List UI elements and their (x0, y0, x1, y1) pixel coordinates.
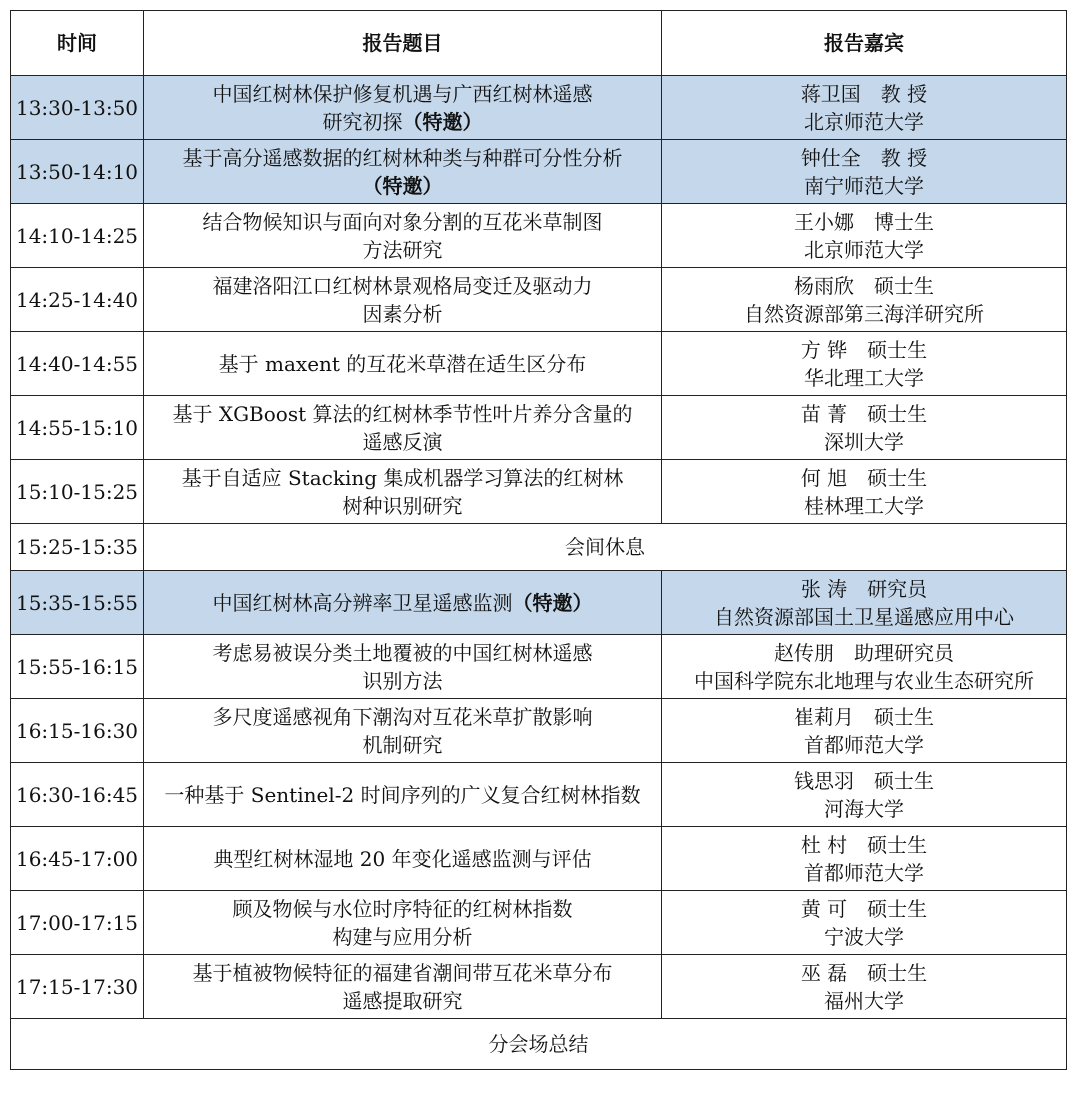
time-cell: 13:50-14:10 (11, 140, 144, 204)
guest-name: 崔莉月 硕士生 (794, 704, 934, 729)
guest-name: 苗 菁 硕士生 (800, 401, 928, 426)
guest-name: 杜 村 硕士生 (800, 832, 928, 857)
guest-name: 杨雨欣 硕士生 (794, 273, 934, 298)
time-cell: 16:30-16:45 (11, 763, 144, 827)
guest-affiliation: 自然资源部国土卫星遥感应用中心 (714, 604, 1014, 629)
title-line: 构建与应用分析 (332, 924, 473, 949)
title-line: 机制研究 (362, 732, 443, 757)
time-cell: 14:55-15:10 (11, 396, 144, 460)
title-line: 基于自适应 Stacking 集成机器学习算法的红树林 (181, 465, 624, 490)
title-line: 方法研究 (362, 237, 443, 262)
table-row (11, 140, 1067, 204)
title-cell (144, 827, 662, 891)
title-line: 多尺度遥感视角下潮沟对互花米草扩散影响 (212, 704, 593, 729)
guest-affiliation: 北京师范大学 (804, 109, 924, 134)
break-row (11, 524, 1067, 571)
title-line: 基于 XGBoost 算法的红树林季节性叶片养分含量的 (172, 401, 633, 426)
guest-name: 蒋卫国 教 授 (800, 81, 928, 106)
break-cell: 会间休息 (144, 524, 1067, 571)
title-cell (144, 699, 662, 763)
time-cell: 15:55-16:15 (11, 635, 144, 699)
title-line: 遥感反演 (362, 429, 443, 454)
guest-cell (662, 140, 1067, 204)
table-row (11, 332, 1067, 396)
table-row (11, 635, 1067, 699)
schedule-body (11, 76, 1067, 1019)
title-line (148, 172, 657, 200)
time-cell: 14:25-14:40 (11, 268, 144, 332)
table-row (11, 955, 1067, 1019)
guest-name: 方 铧 硕士生 (800, 337, 928, 362)
guest-name: 黄 可 硕士生 (800, 896, 928, 921)
guest-affiliation: 首都师范大学 (804, 860, 924, 885)
guest-affiliation: 深圳大学 (824, 429, 904, 454)
title-cell (144, 635, 662, 699)
guest-affiliation: 河海大学 (824, 796, 904, 821)
guest-affiliation: 桂林理工大学 (804, 493, 924, 518)
title-cell (144, 268, 662, 332)
title-line: 一种基于 Sentinel-2 时间序列的广义复合红树林指数 (164, 782, 641, 807)
time-cell: 16:15-16:30 (11, 699, 144, 763)
guest-affiliation: 首都师范大学 (804, 732, 924, 757)
guest-name: 何 旭 硕士生 (800, 465, 928, 490)
table-row (11, 699, 1067, 763)
table-row (11, 396, 1067, 460)
title-line: 典型红树林湿地 20 年变化遥感监测与评估 (213, 846, 592, 871)
guest-affiliation: 中国科学院东北地理与农业生态研究所 (694, 668, 1034, 693)
guest-affiliation: 福州大学 (824, 988, 904, 1013)
guest-cell (662, 827, 1067, 891)
title-line: 福建洛阳江口红树林景观格局变迁及驱动力 (212, 273, 593, 298)
table-row (11, 571, 1067, 635)
table-row (11, 460, 1067, 524)
title-cell (144, 396, 662, 460)
header-guest: 报告嘉宾 (662, 11, 1067, 76)
title-line: 研究初探（特邀） (322, 109, 483, 134)
title-line: 基于 maxent 的互花米草潜在适生区分布 (218, 351, 587, 376)
table-row (11, 891, 1067, 955)
title-cell (144, 140, 662, 204)
title-line: 结合物候知识与面向对象分割的互花米草制图 (202, 209, 603, 234)
guest-name: 巫 磊 硕士生 (800, 960, 928, 985)
title-line: 树种识别研究 (342, 493, 463, 518)
title-line: 识别方法 (362, 668, 443, 693)
title-line: 基于植被物候特征的福建省潮间带互花米草分布 (192, 960, 613, 985)
time-cell: 17:15-17:30 (11, 955, 144, 1019)
guest-cell (662, 955, 1067, 1019)
guest-cell (662, 699, 1067, 763)
header-row (11, 11, 1067, 76)
title-line: 因素分析 (362, 301, 443, 326)
table-row (11, 268, 1067, 332)
summary-cell: 分会场总结 (11, 1019, 1067, 1070)
time-cell: 14:40-14:55 (11, 332, 144, 396)
schedule-table (10, 10, 1067, 1070)
guest-affiliation: 华北理工大学 (804, 365, 924, 390)
guest-cell (662, 204, 1067, 268)
invited-tag: （特邀） (402, 109, 483, 134)
guest-cell (662, 571, 1067, 635)
guest-affiliation: 宁波大学 (824, 924, 904, 949)
header-title: 报告题目 (144, 11, 662, 76)
guest-name: 钱思羽 硕士生 (794, 768, 934, 793)
guest-affiliation: 自然资源部第三海洋研究所 (744, 301, 984, 326)
table-row (11, 827, 1067, 891)
guest-name: 赵传朋 助理研究员 (774, 640, 954, 665)
title-cell (144, 204, 662, 268)
guest-cell (662, 635, 1067, 699)
guest-cell (662, 76, 1067, 140)
title-line: 考虑易被误分类土地覆被的中国红树林遥感 (212, 640, 593, 665)
header-time: 时间 (11, 11, 144, 76)
invited-tag: （特邀） (512, 590, 593, 615)
time-cell: 16:45-17:00 (11, 827, 144, 891)
guest-affiliation: 北京师范大学 (804, 237, 924, 262)
title-line: 遥感提取研究 (342, 988, 463, 1013)
title-cell (144, 763, 662, 827)
guest-cell (662, 763, 1067, 827)
guest-cell (662, 332, 1067, 396)
time-cell: 14:10-14:25 (11, 204, 144, 268)
guest-name: 钟仕全 教 授 (800, 145, 928, 170)
time-cell: 15:25-15:35 (11, 524, 144, 571)
time-cell: 15:35-15:55 (11, 571, 144, 635)
title-cell (144, 460, 662, 524)
title-cell (144, 891, 662, 955)
title-line: 中国红树林保护修复机遇与广西红树林遥感 (212, 81, 593, 106)
guest-name: 张 涛 研究员 (800, 576, 928, 601)
guest-cell (662, 396, 1067, 460)
guest-cell (662, 268, 1067, 332)
time-cell: 15:10-15:25 (11, 460, 144, 524)
table-row (11, 204, 1067, 268)
title-cell (144, 332, 662, 396)
table-row (11, 763, 1067, 827)
title-line: 顾及物候与水位时序特征的红树林指数 (232, 896, 573, 921)
guest-affiliation: 南宁师范大学 (804, 173, 924, 198)
summary-row (11, 1019, 1067, 1070)
guest-cell (662, 891, 1067, 955)
title-cell (144, 955, 662, 1019)
time-cell: 17:00-17:15 (11, 891, 144, 955)
title-line: 基于高分遥感数据的红树林种类与种群可分性分析 (182, 145, 623, 170)
title-cell (144, 76, 662, 140)
title-line: 中国红树林高分辨率卫星遥感监测（特邀） (212, 590, 593, 615)
table-row (11, 76, 1067, 140)
title-cell (144, 571, 662, 635)
guest-name: 王小娜 博士生 (794, 209, 934, 234)
invited-tag: （特邀） (362, 173, 443, 198)
guest-cell (662, 460, 1067, 524)
time-cell: 13:30-13:50 (11, 76, 144, 140)
